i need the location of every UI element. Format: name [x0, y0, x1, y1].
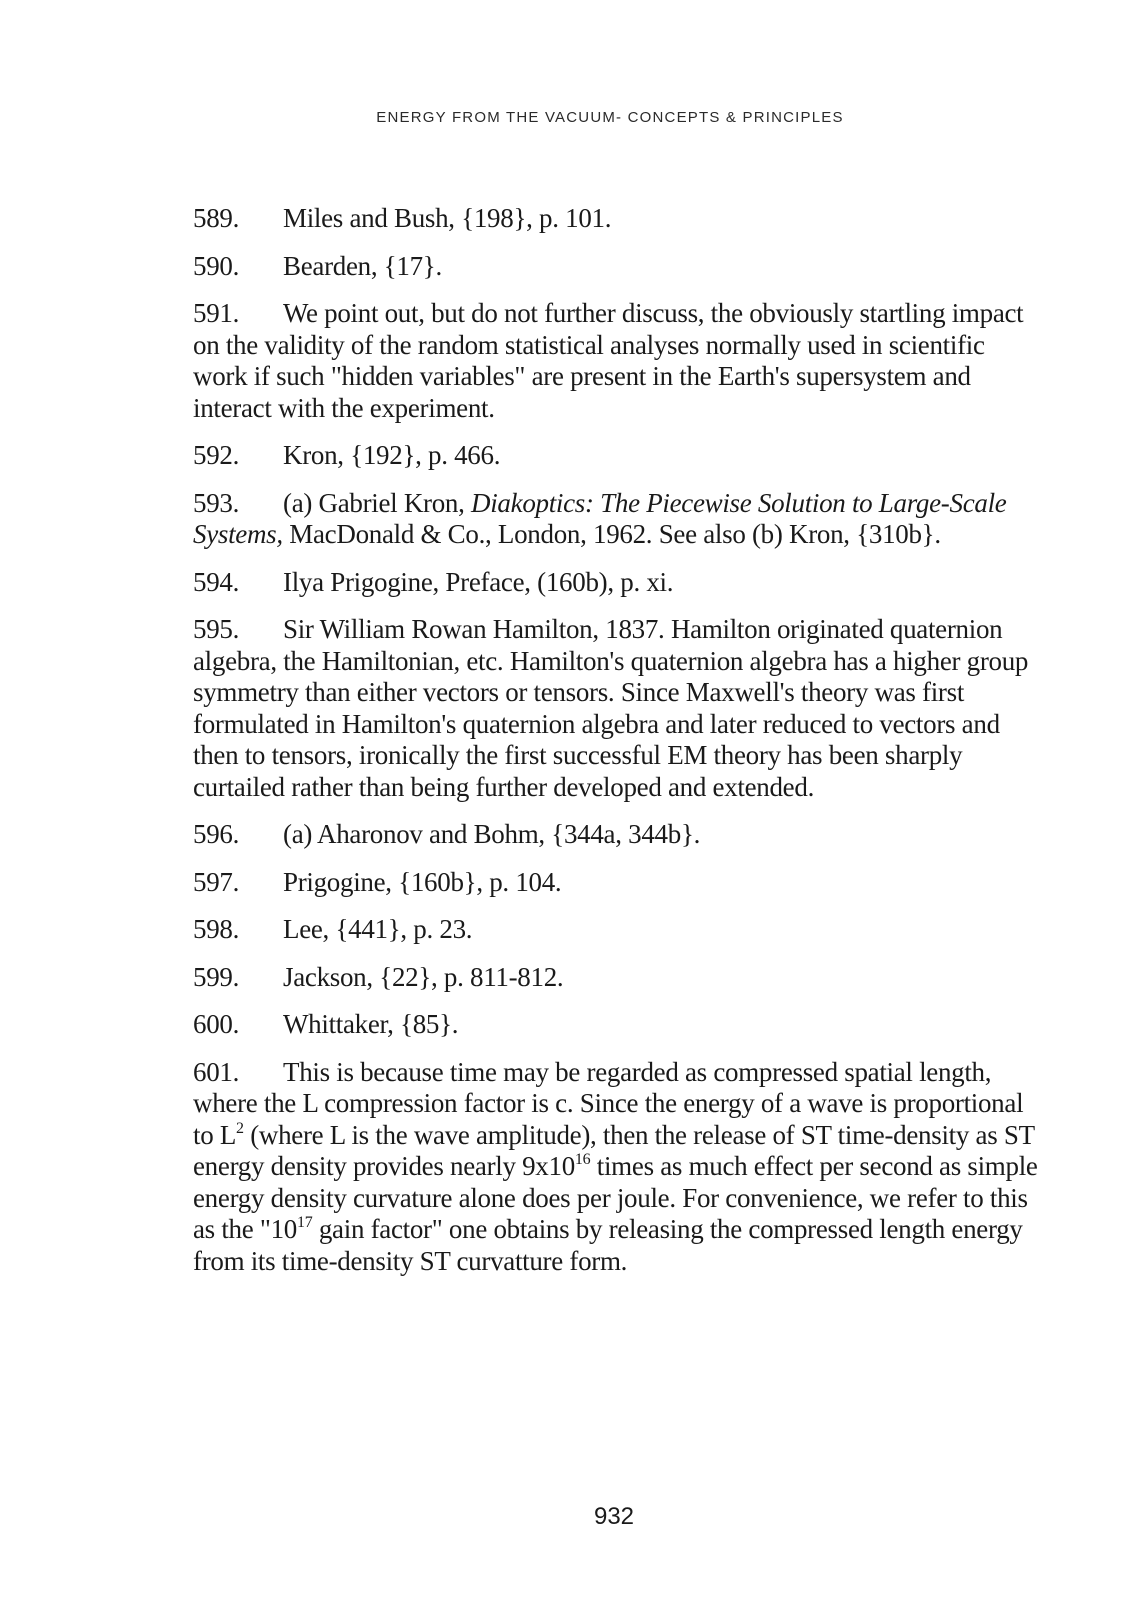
note-number: 591.	[193, 298, 240, 328]
endnote-595	[193, 614, 1043, 803]
note-text: Prigogine, {160b}, p. 104.	[283, 866, 562, 897]
endnote-592	[193, 440, 1043, 472]
note-text: times as much effect per second as simple energy density curvature alone does per joule. For convenience, we refer to this as the "10	[193, 1151, 1038, 1244]
note-number: 600.	[193, 1009, 240, 1039]
endnote-597	[193, 867, 1043, 899]
note-text: (a) Aharonov and Bohm, {344a, 344b}.	[283, 819, 701, 849]
note-text: We point out, but do not further discuss, the obviously startling impact on the validity of the random statistical analyses normally used in scientific work if such "hidden variables" are present in the Earth's supersystem and interact with the experiment.	[193, 298, 1024, 423]
endnote-599	[193, 962, 1043, 994]
superscript: 2	[236, 1119, 244, 1137]
endnote-590	[193, 251, 1043, 283]
endnote-600	[193, 1009, 1043, 1041]
note-text: Kron, {192}, p. 466.	[283, 440, 501, 470]
endnotes-list	[193, 203, 1043, 1293]
running-header: ENERGY FROM THE VACUUM- CONCEPTS & PRINCIPLES	[376, 109, 844, 126]
book-title: Diakoptics: The Piecewise Solution to Large-Scale Systems,	[193, 487, 1007, 549]
note-text: MacDonald & Co., London, 1962. See also (b) Kron, {310b}.	[282, 519, 941, 549]
note-text: Jackson, {22}, p. 811-812.	[283, 961, 564, 992]
endnote-593	[193, 488, 1043, 551]
note-number: 596.	[193, 819, 240, 849]
note-number: 589.	[193, 203, 240, 233]
note-text: Sir William Rowan Hamilton, 1837. Hamilton originated quaternion algebra, the Hamiltonian, etc. Hamilton's quaternion algebra has a higher group symmetry than either vectors or tensors. Since Maxwell's theory was first formulated in Hamilton's quaternion algebra and later reduced to vectors and then to tensors, ironically the first successful EM theory has been sharply curtailed rather than being further developed and extended.	[193, 614, 1029, 802]
note-text: Miles and Bush, {198}, p. 101.	[283, 203, 612, 233]
page-number: 932	[593, 1503, 635, 1530]
note-number: 599.	[193, 961, 240, 992]
note-number: 595.	[193, 614, 240, 644]
note-text: (where L is the wave amplitude), then the release of ST time-density as ST energy density provides nearly 9x10	[193, 1119, 1035, 1181]
endnote-598	[193, 914, 1043, 946]
endnote-601	[193, 1057, 1043, 1278]
note-number: 594.	[193, 566, 240, 597]
note-number: 592.	[193, 440, 240, 470]
note-number: 590.	[193, 250, 240, 281]
note-text: Ilya Prigogine, Preface, (160b), p. xi.	[283, 566, 674, 597]
note-number: 601.	[193, 1056, 240, 1087]
endnote-589	[193, 203, 1043, 235]
endnote-596	[193, 819, 1043, 851]
note-text: Bearden, {17}.	[283, 250, 442, 281]
endnote-594	[193, 567, 1043, 599]
note-text: gain factor" one obtains by releasing the compressed length energy from its time-density ST curvatture form.	[193, 1214, 1023, 1276]
note-text: Lee, {441}, p. 23.	[283, 914, 473, 944]
superscript: 17	[297, 1213, 313, 1231]
note-number: 597.	[193, 866, 240, 897]
endnote-591	[193, 298, 1043, 424]
note-number: 593.	[193, 487, 240, 518]
note-number: 598.	[193, 914, 240, 944]
note-text: Whittaker, {85}.	[283, 1009, 459, 1039]
note-text: This is because time may be regarded as compressed spatial length, where the L compression factor is c. Since the energy of a wave is proportional to L	[193, 1056, 1024, 1150]
superscript: 16	[574, 1150, 591, 1168]
note-text: (a) Gabriel Kron,	[283, 487, 472, 518]
